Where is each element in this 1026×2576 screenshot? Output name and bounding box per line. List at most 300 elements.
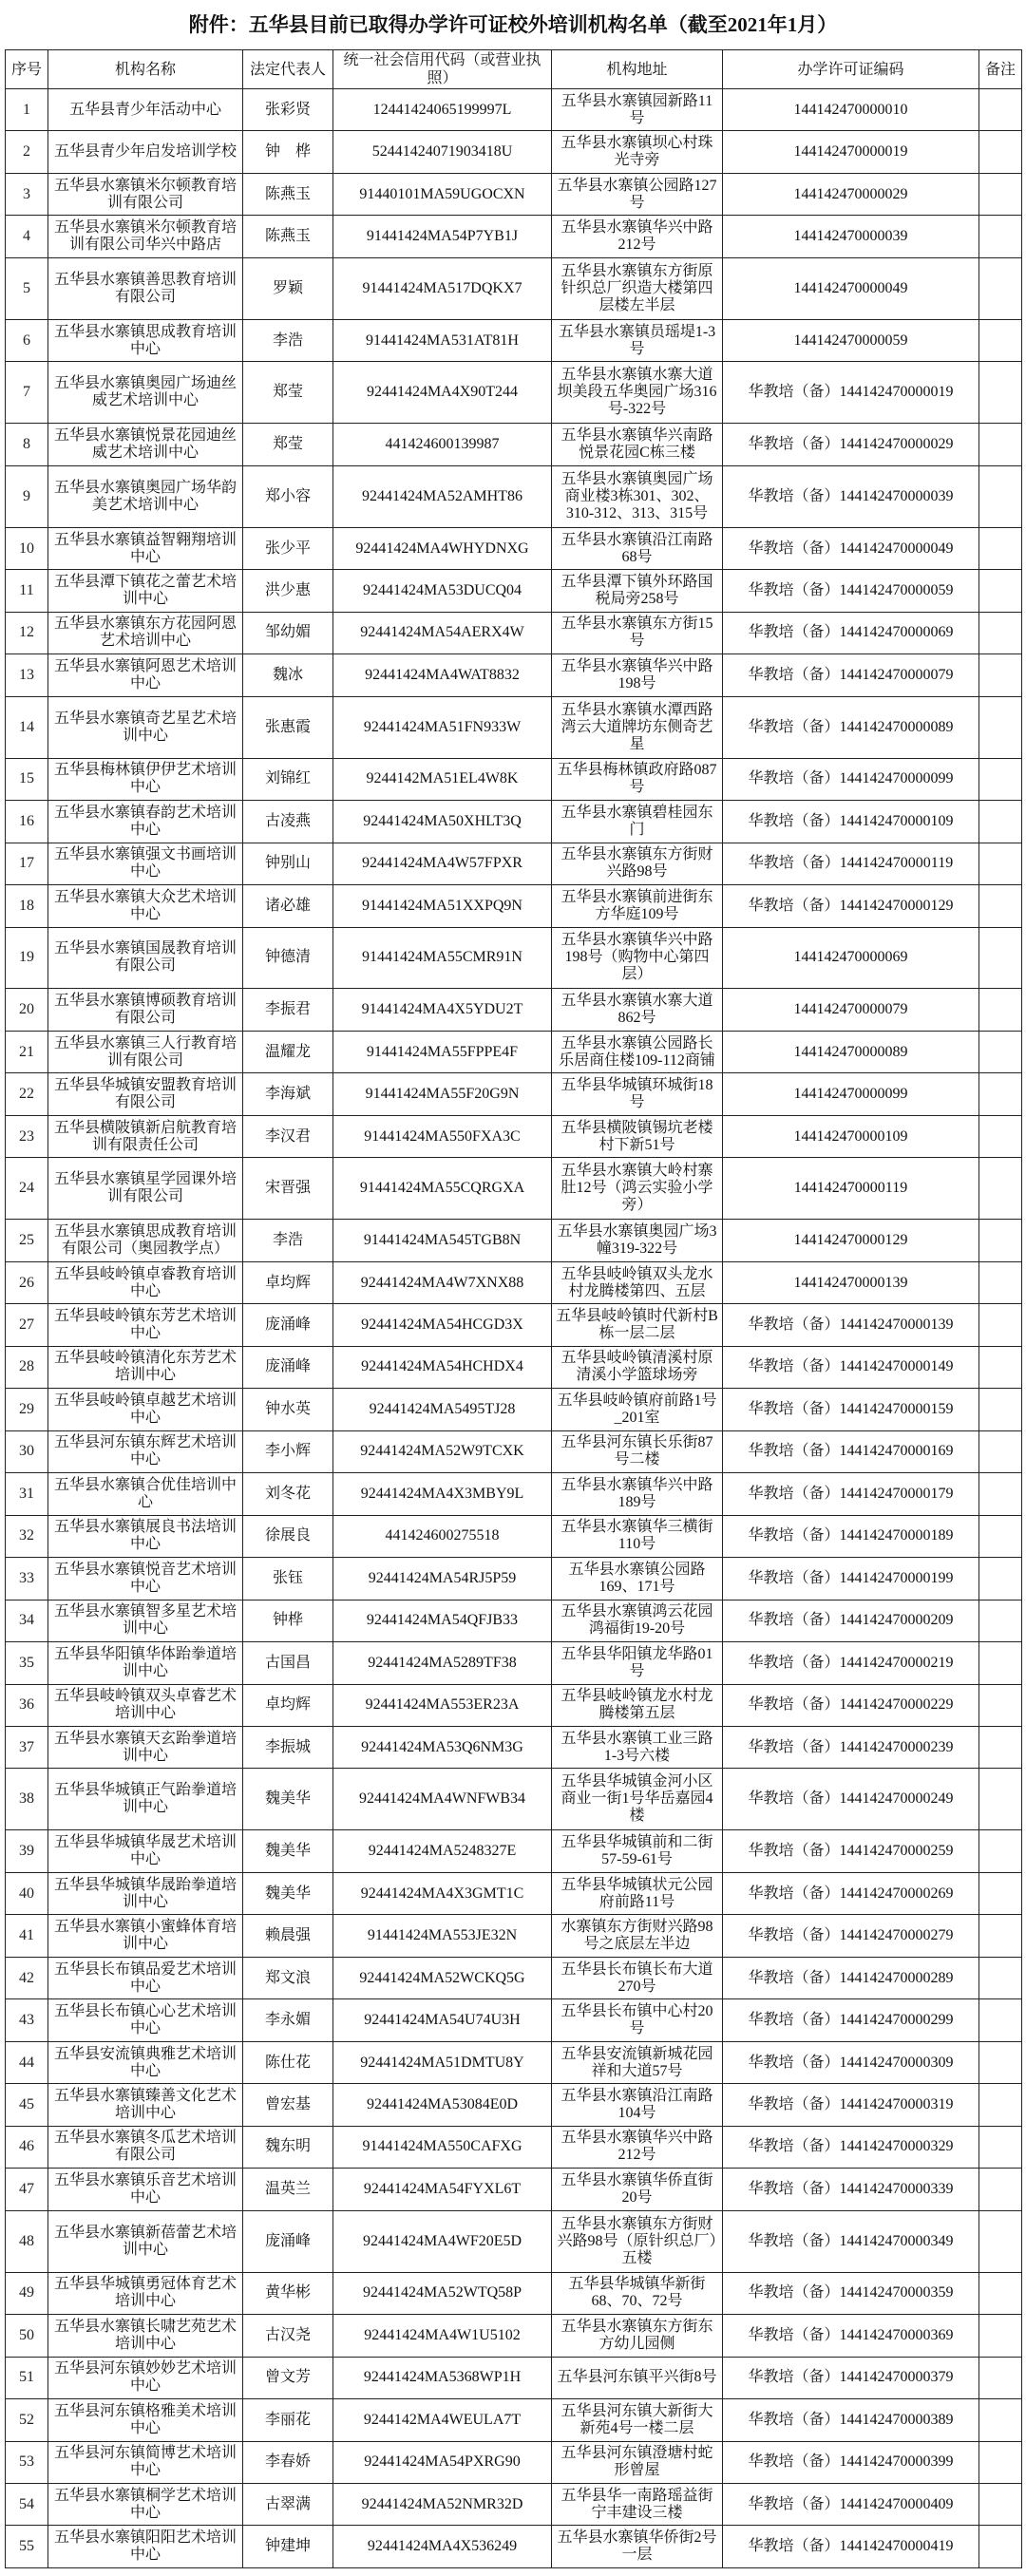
- table-row: [6, 1304, 1022, 1346]
- cell-remark: [979, 1304, 1022, 1346]
- cell-code: 92441424MA5495TJ28: [333, 1389, 552, 1430]
- cell-name: 五华县水寨镇小蜜蜂体育培训中心: [48, 1915, 243, 1957]
- cell-address: 五华县岐岭镇清溪村原清溪小学篮球场旁: [552, 1346, 723, 1388]
- cell-address: 五华县水寨镇华兴中路198号（购物中心第四层）: [552, 927, 723, 989]
- cell-license: 华教培（备）144142470000399: [723, 2441, 979, 2483]
- cell-remark: [979, 131, 1022, 173]
- cell-no: 7: [6, 362, 48, 424]
- cell-no: 54: [6, 2483, 48, 2525]
- table-row: [6, 173, 1022, 215]
- cell-license: 华教培（备）144142470000069: [723, 612, 979, 653]
- table-body: [6, 89, 1022, 2568]
- cell-code: 92441424MA4X90T244: [333, 362, 552, 424]
- cell-code: 92441424MA51DMTU8Y: [333, 2041, 552, 2083]
- cell-remark: [979, 2210, 1022, 2272]
- cell-name: 五华县安流镇典雅艺术培训中心: [48, 2041, 243, 2083]
- cell-no: 36: [6, 1684, 48, 1726]
- cell-no: 1: [6, 89, 48, 131]
- cell-no: 34: [6, 1600, 48, 1641]
- cell-code: 92441424MA52WTQ58P: [333, 2272, 552, 2314]
- cell-code: 91441424MA55FPPE4F: [333, 1031, 552, 1072]
- cell-license: 华教培（备）144142470000189: [723, 1515, 979, 1557]
- cell-no: 33: [6, 1558, 48, 1600]
- header-rep: 法定代表人: [243, 50, 333, 89]
- cell-remark: [979, 1957, 1022, 1998]
- cell-name: 五华县华城镇华晟跆拳道培训中心: [48, 1872, 243, 1914]
- cell-license: 华教培（备）144142470000159: [723, 1389, 979, 1430]
- cell-address: 五华县水寨镇水潭西路湾云大道牌坊东侧奇艺星: [552, 696, 723, 758]
- table-row: [6, 612, 1022, 653]
- cell-code: 92441424MA53084E0D: [333, 2084, 552, 2126]
- cell-address: 五华县河东镇澄塘村蛇形曾屋: [552, 2441, 723, 2483]
- table-row: [6, 843, 1022, 884]
- table-row: [6, 1346, 1022, 1388]
- table-row: [6, 1830, 1022, 1872]
- cell-code: 92441424MA4X3MBY9L: [333, 1473, 552, 1515]
- cell-remark: [979, 1158, 1022, 1220]
- cell-address: 五华县水寨镇前进街东方华庭109号: [552, 885, 723, 927]
- cell-rep: 刘冬花: [243, 1473, 333, 1515]
- cell-code: 441424600275518: [333, 1515, 552, 1557]
- cell-no: 47: [6, 2169, 48, 2210]
- table-row: [6, 362, 1022, 424]
- cell-remark: [979, 696, 1022, 758]
- cell-code: 92441424MA54FYXL6T: [333, 2169, 552, 2210]
- cell-code: 92441424MA54HCHDX4: [333, 1346, 552, 1388]
- cell-address: 五华县水寨镇奥园广场商业楼3栋301、302、310-312、313、315号: [552, 465, 723, 527]
- cell-code: 52441424071903418U: [333, 131, 552, 173]
- cell-address: 五华县水寨镇华侨街2号一层: [552, 2526, 723, 2568]
- cell-no: 31: [6, 1473, 48, 1515]
- cell-license: 华教培（备）144142470000139: [723, 1304, 979, 1346]
- table-row: [6, 131, 1022, 173]
- cell-rep: 黄华彬: [243, 2272, 333, 2314]
- cell-name: 五华县水寨镇东方花园阿恩艺术培训中心: [48, 612, 243, 653]
- table-row: [6, 927, 1022, 989]
- cell-address: 五华县华城镇金河小区商业一街1号华岳嘉园4楼: [552, 1769, 723, 1830]
- cell-name: 五华县横陂镇新启航教育培训有限责任公司: [48, 1115, 243, 1157]
- header-code: 统一社会信用代码（或营业执照）: [333, 50, 552, 89]
- table-row: [6, 1558, 1022, 1600]
- cell-rep: 钟桦: [243, 1600, 333, 1641]
- cell-remark: [979, 465, 1022, 527]
- cell-code: 91441424MA55CQRGXA: [333, 1158, 552, 1220]
- cell-address: 五华县水寨镇沿江南路104号: [552, 2084, 723, 2126]
- cell-license: 华教培（备）144142470000209: [723, 1600, 979, 1641]
- cell-address: 五华县华阳镇龙华路01号: [552, 1642, 723, 1684]
- cell-rep: 李汉君: [243, 1115, 333, 1157]
- table-row: [6, 1769, 1022, 1830]
- cell-license: 华教培（备）144142470000129: [723, 885, 979, 927]
- cell-address: 五华县水寨镇碧桂园东门: [552, 801, 723, 843]
- table-row: [6, 465, 1022, 527]
- cell-license: 144142470000129: [723, 1220, 979, 1261]
- cell-remark: [979, 1642, 1022, 1684]
- cell-no: 14: [6, 696, 48, 758]
- cell-remark: [979, 1073, 1022, 1115]
- cell-code: 92441424MA52W9TCXK: [333, 1430, 552, 1472]
- cell-no: 55: [6, 2526, 48, 2568]
- cell-no: 45: [6, 2084, 48, 2126]
- cell-rep: 曾文芳: [243, 2357, 333, 2398]
- table-row: [6, 1957, 1022, 1998]
- cell-no: 42: [6, 1957, 48, 1998]
- cell-no: 13: [6, 654, 48, 696]
- cell-address: 五华县长布镇中心村20号: [552, 1999, 723, 2041]
- cell-address: 五华县华城镇前和二街57-59-61号: [552, 1830, 723, 1872]
- cell-license: 华教培（备）144142470000029: [723, 424, 979, 465]
- cell-remark: [979, 1115, 1022, 1157]
- cell-remark: [979, 173, 1022, 215]
- cell-license: 华教培（备）144142470000049: [723, 527, 979, 569]
- cell-address: 五华县岐岭镇时代新村B栋一层二层: [552, 1304, 723, 1346]
- cell-no: 15: [6, 758, 48, 800]
- cell-rep: 李春娇: [243, 2441, 333, 2483]
- cell-no: 44: [6, 2041, 48, 2083]
- cell-remark: [979, 2526, 1022, 2568]
- cell-no: 20: [6, 989, 48, 1031]
- cell-code: 92441424MA5248327E: [333, 1830, 552, 1872]
- table-row: [6, 1073, 1022, 1115]
- cell-remark: [979, 527, 1022, 569]
- table-row: [6, 2084, 1022, 2126]
- cell-name: 五华县水寨镇强文书画培训中心: [48, 843, 243, 884]
- table-row: [6, 1389, 1022, 1430]
- cell-code: 91441424MA51XXPQ9N: [333, 885, 552, 927]
- cell-code: 9244142MA4WEULA7T: [333, 2399, 552, 2441]
- cell-remark: [979, 1515, 1022, 1557]
- cell-license: 华教培（备）144142470000199: [723, 1558, 979, 1600]
- table-row: [6, 1515, 1022, 1557]
- cell-license: 144142470000119: [723, 1158, 979, 1220]
- cell-rep: 古汉尧: [243, 2315, 333, 2357]
- cell-remark: [979, 2169, 1022, 2210]
- table-row: [6, 801, 1022, 843]
- table-row: [6, 527, 1022, 569]
- cell-rep: 钟水英: [243, 1389, 333, 1430]
- cell-address: 五华县河东镇大新街大新苑4号一楼二层: [552, 2399, 723, 2441]
- table-row: [6, 1473, 1022, 1515]
- cell-rep: 徐展良: [243, 1515, 333, 1557]
- cell-license: 华教培（备）144142470000229: [723, 1684, 979, 1726]
- cell-license: 144142470000109: [723, 1115, 979, 1157]
- cell-address: 五华县水寨镇公园路127号: [552, 173, 723, 215]
- cell-no: 24: [6, 1158, 48, 1220]
- table-row: [6, 1872, 1022, 1914]
- table-row: [6, 758, 1022, 800]
- cell-code: 9244142MA51EL4W8K: [333, 758, 552, 800]
- table-row: [6, 1915, 1022, 1957]
- cell-no: 35: [6, 1642, 48, 1684]
- cell-no: 29: [6, 1389, 48, 1430]
- cell-name: 五华县青少年活动中心: [48, 89, 243, 131]
- cell-code: 91441424MA4X5YDU2T: [333, 989, 552, 1031]
- cell-no: 19: [6, 927, 48, 989]
- cell-address: 五华县水寨镇大岭村寨肚12号（鸿云实验小学旁）: [552, 1158, 723, 1220]
- cell-rep: 罗颖: [243, 257, 333, 319]
- cell-license: 华教培（备）144142470000059: [723, 570, 979, 612]
- cell-name: 五华县华城镇华晟艺术培训中心: [48, 1830, 243, 1872]
- cell-license: 144142470000079: [723, 989, 979, 1031]
- cell-name: 五华县水寨镇春韵艺术培训中心: [48, 801, 243, 843]
- cell-code: 91441424MA545TGB8N: [333, 1220, 552, 1261]
- cell-code: 91441424MA54P7YB1J: [333, 216, 552, 257]
- cell-rep: 李小辉: [243, 1430, 333, 1472]
- cell-license: 144142470000089: [723, 1031, 979, 1072]
- cell-license: 华教培（备）144142470000309: [723, 2041, 979, 2083]
- cell-no: 11: [6, 570, 48, 612]
- cell-address: 五华县岐岭镇府前路1号_201室: [552, 1389, 723, 1430]
- header-name: 机构名称: [48, 50, 243, 89]
- table-row: [6, 989, 1022, 1031]
- cell-name: 五华县河东镇东辉艺术培训中心: [48, 1430, 243, 1472]
- cell-no: 6: [6, 319, 48, 361]
- cell-no: 17: [6, 843, 48, 884]
- cell-code: 92441424MA53DUCQ04: [333, 570, 552, 612]
- cell-address: 五华县横陂镇锡坑老楼村下新51号: [552, 1115, 723, 1157]
- cell-remark: [979, 1558, 1022, 1600]
- cell-name: 五华县水寨镇臻善文化艺术培训中心: [48, 2084, 243, 2126]
- cell-license: 华教培（备）144142470000259: [723, 1830, 979, 1872]
- cell-address: 五华县水寨镇东方街原针织总厂织造大楼第四层楼左半层: [552, 257, 723, 319]
- cell-rep: 卓均辉: [243, 1261, 333, 1303]
- table-row: [6, 1600, 1022, 1641]
- cell-license: 144142470000139: [723, 1261, 979, 1303]
- cell-address: 五华县河东镇长乐街87号二楼: [552, 1430, 723, 1472]
- cell-code: 92441424MA52NMR32D: [333, 2483, 552, 2525]
- cell-rep: 温耀龙: [243, 1031, 333, 1072]
- cell-license: 华教培（备）144142470000329: [723, 2126, 979, 2168]
- cell-no: 48: [6, 2210, 48, 2272]
- cell-rep: 钟建坤: [243, 2526, 333, 2568]
- cell-remark: [979, 654, 1022, 696]
- cell-remark: [979, 257, 1022, 319]
- cell-rep: 陈燕玉: [243, 216, 333, 257]
- cell-address: 五华县水寨镇水寨大道坝美段五华奥园广场316号-322号: [552, 362, 723, 424]
- table-row: [6, 2041, 1022, 2083]
- cell-rep: 邹幼媚: [243, 612, 333, 653]
- cell-address: 五华县水寨镇坝心村珠光寺旁: [552, 131, 723, 173]
- cell-code: 92441424MA4X3GMT1C: [333, 1872, 552, 1914]
- cell-rep: 刘锦红: [243, 758, 333, 800]
- cell-license: 华教培（备）144142470000119: [723, 843, 979, 884]
- cell-name: 五华县水寨镇奥园广场迪丝威艺术培训中心: [48, 362, 243, 424]
- cell-name: 五华县岐岭镇卓越艺术培训中心: [48, 1389, 243, 1430]
- table-row: [6, 2441, 1022, 2483]
- cell-name: 五华县水寨镇米尔顿教育培训有限公司: [48, 173, 243, 215]
- cell-code: 92441424MA4WNFWB34: [333, 1769, 552, 1830]
- cell-rep: 魏冰: [243, 654, 333, 696]
- cell-remark: [979, 1430, 1022, 1472]
- cell-license: 华教培（备）144142470000409: [723, 2483, 979, 2525]
- cell-rep: 李海斌: [243, 1073, 333, 1115]
- cell-code: 92441424MA54HCGD3X: [333, 1304, 552, 1346]
- cell-no: 40: [6, 1872, 48, 1914]
- cell-name: 五华县水寨镇阿恩艺术培训中心: [48, 654, 243, 696]
- cell-rep: 庞涌峰: [243, 1304, 333, 1346]
- cell-address: 五华县水寨镇员瑶堤1-3号: [552, 319, 723, 361]
- cell-remark: [979, 2272, 1022, 2314]
- cell-address: 五华县长布镇长布大道270号: [552, 1957, 723, 1998]
- cell-name: 五华县河东镇格雅美术培训中心: [48, 2399, 243, 2441]
- cell-license: 华教培（备）144142470000169: [723, 1430, 979, 1472]
- cell-rep: 李浩: [243, 1220, 333, 1261]
- cell-remark: [979, 2041, 1022, 2083]
- cell-no: 28: [6, 1346, 48, 1388]
- table-row: [6, 1158, 1022, 1220]
- cell-name: 五华县水寨镇新蓓蕾艺术培训中心: [48, 2210, 243, 2272]
- cell-code: 92441424MA4W57FPXR: [333, 843, 552, 884]
- cell-name: 五华县河东镇妙妙艺术培训中心: [48, 2357, 243, 2398]
- cell-remark: [979, 758, 1022, 800]
- table-row: [6, 1261, 1022, 1303]
- header-remark: 备注: [979, 50, 1022, 89]
- cell-name: 五华县水寨镇长啸艺苑艺术培训中心: [48, 2315, 243, 2357]
- cell-rep: 赖晨强: [243, 1915, 333, 1957]
- cell-name: 五华县水寨镇奇艺星艺术培训中心: [48, 696, 243, 758]
- cell-rep: 郑莹: [243, 362, 333, 424]
- cell-license: 华教培（备）144142470000299: [723, 1999, 979, 2041]
- cell-remark: [979, 1830, 1022, 1872]
- cell-rep: 李浩: [243, 319, 333, 361]
- cell-rep: 钟德清: [243, 927, 333, 989]
- cell-remark: [979, 2399, 1022, 2441]
- cell-address: 五华县梅林镇政府路087号: [552, 758, 723, 800]
- cell-no: 16: [6, 801, 48, 843]
- cell-name: 五华县水寨镇展良书法培训中心: [48, 1515, 243, 1557]
- cell-address: 五华县水寨镇公园路长乐居商住楼109-112商铺: [552, 1031, 723, 1072]
- cell-name: 五华县水寨镇思成教育培训有限公司（奥园教学点）: [48, 1220, 243, 1261]
- cell-code: 91441424MA531AT81H: [333, 319, 552, 361]
- cell-name: 五华县华城镇正气跆拳道培训中心: [48, 1769, 243, 1830]
- cell-code: 92441424MA4W1U5102: [333, 2315, 552, 2357]
- cell-code: 92441424MA5368WP1H: [333, 2357, 552, 2398]
- cell-code: 91441424MA55CMR91N: [333, 927, 552, 989]
- cell-rep: 陈仕花: [243, 2041, 333, 2083]
- cell-code: 92441424MA52AMHT86: [333, 465, 552, 527]
- cell-address: 五华县岐岭镇龙水村龙腾楼第五层: [552, 1684, 723, 1726]
- table-row: [6, 2483, 1022, 2525]
- cell-rep: 郑小容: [243, 465, 333, 527]
- cell-name: 五华县潭下镇花之蕾艺术培训中心: [48, 570, 243, 612]
- cell-code: 91441424MA550CAFXG: [333, 2126, 552, 2168]
- cell-address: 五华县水寨镇华兴中路189号: [552, 1473, 723, 1515]
- table-row: [6, 2399, 1022, 2441]
- cell-address: 五华县华城镇华新街68、70、72号: [552, 2272, 723, 2314]
- cell-name: 五华县水寨镇悦景花园迪丝威艺术培训中心: [48, 424, 243, 465]
- cell-no: 22: [6, 1073, 48, 1115]
- cell-license: 华教培（备）144142470000379: [723, 2357, 979, 2398]
- cell-address: 五华县华城镇状元公园府前路11号: [552, 1872, 723, 1914]
- cell-license: 华教培（备）144142470000279: [723, 1915, 979, 1957]
- table-row: [6, 1430, 1022, 1472]
- cell-remark: [979, 1769, 1022, 1830]
- cell-license: 华教培（备）144142470000419: [723, 2526, 979, 2568]
- cell-name: 五华县水寨镇合优佳培训中心: [48, 1473, 243, 1515]
- cell-name: 五华县水寨镇乐音艺术培训中心: [48, 2169, 243, 2210]
- cell-license: 华教培（备）144142470000239: [723, 1726, 979, 1768]
- cell-code: 92441424MA54RJ5P59: [333, 1558, 552, 1600]
- table-row: [6, 654, 1022, 696]
- cell-remark: [979, 1684, 1022, 1726]
- cell-remark: [979, 1999, 1022, 2041]
- cell-no: 27: [6, 1304, 48, 1346]
- cell-address: 五华县水寨镇奥园广场3幢319-322号: [552, 1220, 723, 1261]
- cell-address: 五华县水寨镇华三横街110号: [552, 1515, 723, 1557]
- cell-address: 五华县水寨镇工业三路1-3号六楼: [552, 1726, 723, 1768]
- cell-license: 华教培（备）144142470000369: [723, 2315, 979, 2357]
- cell-remark: [979, 885, 1022, 927]
- cell-name: 五华县岐岭镇卓睿教育培训中心: [48, 1261, 243, 1303]
- cell-remark: [979, 89, 1022, 131]
- cell-name: 五华县水寨镇思成教育培训中心: [48, 319, 243, 361]
- cell-remark: [979, 319, 1022, 361]
- cell-address: 五华县华城镇环城街18号: [552, 1073, 723, 1115]
- cell-address: 五华县水寨镇东方街财兴路98号（原针织总厂）五楼: [552, 2210, 723, 2272]
- cell-license: 华教培（备）144142470000099: [723, 758, 979, 800]
- cell-address: 五华县水寨镇园新路11号: [552, 89, 723, 131]
- cell-license: 华教培（备）144142470000359: [723, 2272, 979, 2314]
- cell-code: 92441424MA4WAT8832: [333, 654, 552, 696]
- cell-rep: 张彩贤: [243, 89, 333, 131]
- cell-remark: [979, 2357, 1022, 2398]
- cell-no: 53: [6, 2441, 48, 2483]
- cell-name: 五华县长布镇品爱艺术培训中心: [48, 1957, 243, 1998]
- cell-rep: 陈燕玉: [243, 173, 333, 215]
- cell-rep: 魏美华: [243, 1872, 333, 1914]
- cell-no: 50: [6, 2315, 48, 2357]
- cell-name: 五华县水寨镇阳阳艺术培训中心: [48, 2526, 243, 2568]
- cell-remark: [979, 1600, 1022, 1641]
- cell-address: 五华县水寨镇水寨大道862号: [552, 989, 723, 1031]
- cell-name: 五华县华阳镇华体跆拳道培训中心: [48, 1642, 243, 1684]
- cell-no: 5: [6, 257, 48, 319]
- cell-no: 8: [6, 424, 48, 465]
- cell-name: 五华县长布镇心心艺术培训中心: [48, 1999, 243, 2041]
- table-row: [6, 257, 1022, 319]
- cell-rep: 温英兰: [243, 2169, 333, 2210]
- cell-remark: [979, 1473, 1022, 1515]
- cell-rep: 李振君: [243, 989, 333, 1031]
- cell-name: 五华县水寨镇桐学艺术培训中心: [48, 2483, 243, 2525]
- cell-address: 五华县水寨镇东方街15号: [552, 612, 723, 653]
- cell-license: 144142470000049: [723, 257, 979, 319]
- table-row: [6, 2210, 1022, 2272]
- cell-address: 五华县水寨镇鸿云花园鸿福街19-20号: [552, 1600, 723, 1641]
- institution-table: [5, 49, 1022, 2568]
- cell-no: 26: [6, 1261, 48, 1303]
- cell-no: 49: [6, 2272, 48, 2314]
- cell-license: 华教培（备）144142470000149: [723, 1346, 979, 1388]
- cell-remark: [979, 362, 1022, 424]
- cell-no: 25: [6, 1220, 48, 1261]
- table-row: [6, 319, 1022, 361]
- cell-address: 五华县水寨镇沿江南路68号: [552, 527, 723, 569]
- cell-no: 21: [6, 1031, 48, 1072]
- cell-code: 91441424MA553JE32N: [333, 1915, 552, 1957]
- cell-code: 12441424065199997L: [333, 89, 552, 131]
- cell-code: 91441424MA55F20G9N: [333, 1073, 552, 1115]
- cell-address: 五华县水寨镇华兴南路悦景花园C栋三楼: [552, 424, 723, 465]
- cell-rep: 李永媚: [243, 1999, 333, 2041]
- table-row: [6, 89, 1022, 131]
- cell-license: 华教培（备）144142470000219: [723, 1642, 979, 1684]
- table-row: [6, 1999, 1022, 2041]
- cell-code: 92441424MA5289TF38: [333, 1642, 552, 1684]
- header-license: 办学许可证编码: [723, 50, 979, 89]
- table-row: [6, 1031, 1022, 1072]
- cell-name: 五华县水寨镇天玄跆拳道培训中心: [48, 1726, 243, 1768]
